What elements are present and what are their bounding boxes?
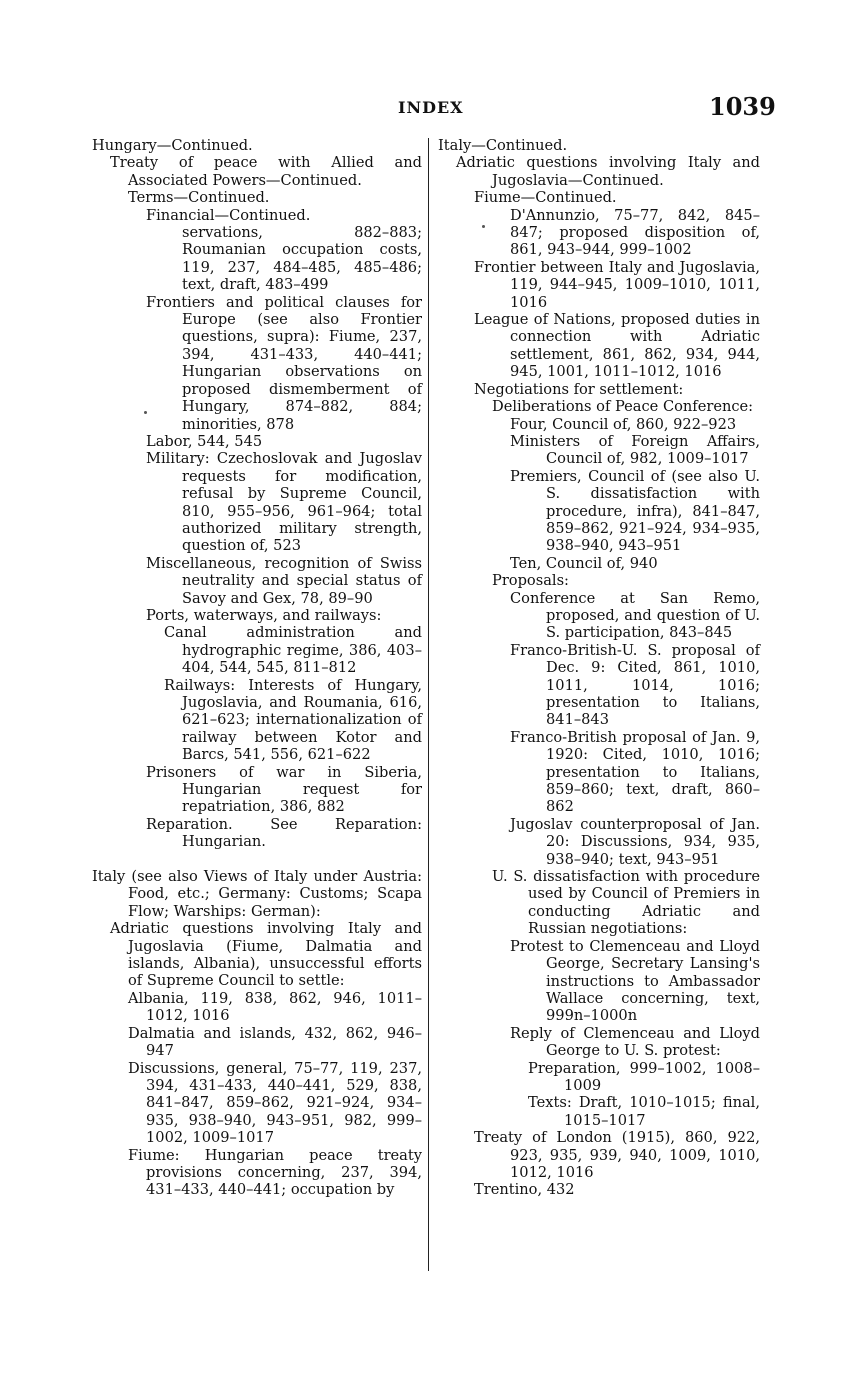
index-entry: Conference at San Remo, proposed, and question of U. S. participation, 843–845 — [510, 589, 760, 642]
index-entry: Labor, 544, 545 — [146, 432, 263, 450]
index-entry: Miscellaneous, recognition of Swiss neutrality and special status of Savoy and Gex, 78, 89–90 — [146, 554, 422, 607]
index-entry: Ports, waterways, and railways: — [146, 606, 382, 624]
index-entry: D'Annunzio, 75–77, 842, 845–847; proposed disposition of, 861, 943–944, 999–1002 — [510, 206, 760, 259]
index-column-left — [92, 137, 422, 1199]
index-entry: Terms—Continued. — [128, 189, 270, 207]
column-divider — [428, 138, 429, 1271]
running-header-title: INDEX — [398, 98, 464, 117]
index-entry: Ministers of Foreign Affairs, Council of, 982, 1009–1017 — [510, 432, 760, 468]
index-entry: Negotiations for settlement: — [474, 380, 684, 398]
index-entry: Treaty of London (1915), 860, 922, 923, 935, 939, 940, 1009, 1010, 1012, 1016 — [474, 1129, 760, 1181]
stray-mark — [144, 411, 147, 414]
index-entry: U. S. dissatisfaction with procedure used by Council of Premiers in conducting Adriatic and Russian negotiations: — [492, 868, 760, 938]
index-entry: Four, Council of, 860, 922–923 — [510, 415, 737, 433]
index-entry: Reply of Clemenceau and Lloyd George to U. S. protest: — [510, 1024, 760, 1060]
index-entry: Deliberations of Peace Conference: — [492, 398, 754, 416]
stray-mark — [482, 225, 485, 228]
index-entry: servations, 882–883; Roumanian occupation costs, 119, 237, 484–485, 485–486; text, draft, 483–499 — [182, 224, 422, 294]
index-entry: Frontiers and political clauses for Europe (see also Frontier questions, supra): Fiume, 237, 394, 431–433, 440–441; Hungarian observations on proposed dismemberment of Hungary, 874–882, 884; minorities, 878 — [146, 293, 422, 433]
page-number: 1039 — [709, 92, 776, 121]
index-entry: Fiume: Hungarian peace treaty provisions concerning, 237, 394, 431–433, 440–441; occupation by — [128, 1146, 422, 1199]
index-entry: Preparation, 999–1002, 1008–1009 — [528, 1059, 760, 1094]
index-entry: Treaty of peace with Allied and Associated Powers—Continued. — [110, 154, 422, 189]
index-entry: Military: Czechoslovak and Jugoslav requests for modification, refusal by Supreme Council, 810, 955–956, 961–964; total authorized military strength, question of, 523 — [146, 450, 422, 555]
index-entry: Frontier between Italy and Jugoslavia, 119, 944–945, 1009–1010, 1011, 1016 — [474, 258, 760, 311]
index-entry: Italy (see also Views of Italy under Austria: Food, etc.; Germany: Customs; Scapa Flow; Warships: German): — [92, 868, 422, 920]
index-entry: Franco-British-U. S. proposal of Dec. 9: Cited, 861, 1010, 1011, 1014, 1016; presentation to Italians, 841–843 — [510, 641, 760, 729]
index-entry: League of Nations, proposed duties in connection with Adriatic settlement, 861, 862, 934, 944, 945, 1001, 1011–1012, 1016 — [474, 311, 760, 381]
index-entry: Discussions, general, 75–77, 119, 237, 394, 431–433, 440–441, 529, 838, 841–847, 859–862, 921–924, 934–935, 938–940, 943–951, 982, 999–1002, 1009–1017 — [128, 1059, 422, 1147]
index-entry: Canal administration and hydrographic regime, 386, 403–404, 544, 545, 811–812 — [164, 624, 422, 677]
index-entry: Proposals: — [492, 572, 569, 590]
index-column-right — [438, 137, 760, 1199]
index-entry: Fiume—Continued. — [474, 189, 617, 207]
index-entry: Albania, 119, 838, 862, 946, 1011–1012, 1016 — [128, 989, 422, 1025]
index-entry: Adriatic questions involving Italy and Jugoslavia—Continued. — [456, 154, 760, 189]
index-entry: Protest to Clemenceau and Lloyd George, Secretary Lansing's instructions to Ambassador Wallace concerning, text, 999n–1000n — [510, 937, 760, 1025]
index-entry: Railways: Interests of Hungary, Jugoslavia, and Roumania, 616, 621–623; internationalization of railway between Kotor and Barcs, 541, 556, 621–622 — [164, 676, 422, 764]
index-entry: Jugoslav counterproposal of Jan. 20: Discussions, 934, 935, 938–940; text, 943–951 — [510, 815, 760, 868]
index-entry: Prisoners of war in Siberia, Hungarian request for repatriation, 386, 882 — [146, 763, 422, 816]
index-entry: Financial—Continued. — [146, 206, 311, 224]
index-entry: Franco-British proposal of Jan. 9, 1920: Cited, 1010, 1016; presentation to Italians, 859–860; text, draft, 860–862 — [510, 728, 760, 816]
index-entry: Premiers, Council of (see also U. S. dissatisfaction with procedure, infra), 841–847, 859–862, 921–924, 934–935, 938–940, 943–951 — [510, 467, 760, 555]
index-entry: Hungary—Continued. — [92, 137, 253, 154]
index-entry: Ten, Council of, 940 — [510, 554, 658, 572]
index-entry: Reparation. See Reparation: Hungarian. — [146, 815, 422, 851]
index-entry: Trentino, 432 — [474, 1181, 575, 1199]
index-entry: Italy—Continued. — [438, 137, 568, 154]
index-entry: Dalmatia and islands, 432, 862, 946–947 — [128, 1024, 422, 1060]
index-entry: Adriatic questions involving Italy and Jugoslavia (Fiume, Dalmatia and islands, Albania), unsuccessful efforts of Supreme Council to settle: — [110, 920, 422, 990]
index-entry: Texts: Draft, 1010–1015; final, 1015–1017 — [528, 1094, 760, 1129]
